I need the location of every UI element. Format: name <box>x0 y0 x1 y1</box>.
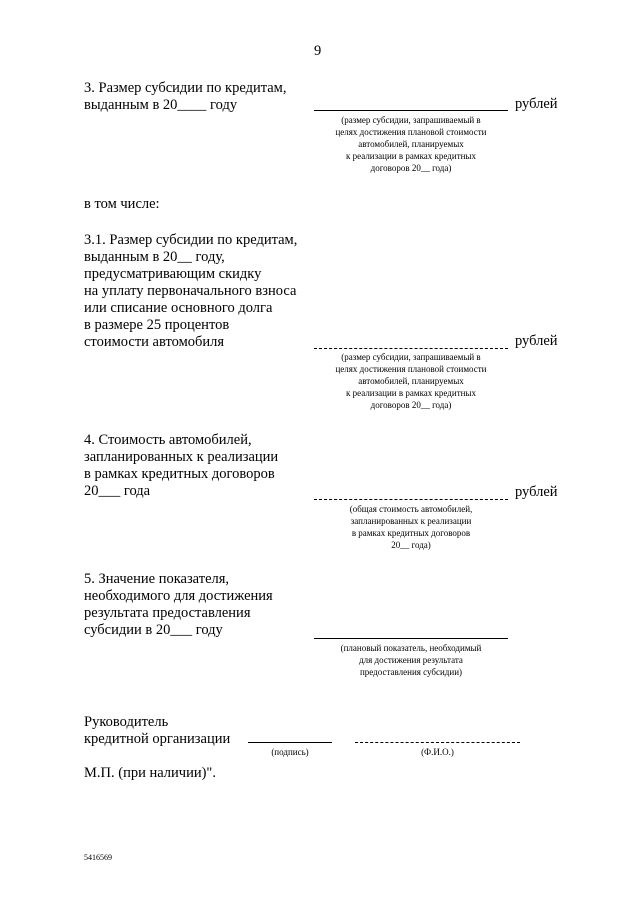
full-name-caption: (Ф.И.О.) <box>421 747 454 757</box>
signature-caption: (подпись) <box>271 747 309 757</box>
page-number: 9 <box>314 43 322 59</box>
caption-line: (плановый показатель, необходимый <box>340 643 482 653</box>
item3-unit: рублей <box>515 96 558 112</box>
caption-line: автомобилей, планируемых <box>358 139 464 149</box>
item3-1-label-line: стоимости автомобиля <box>84 334 225 350</box>
caption-line: (общая стоимость автомобилей, <box>349 504 473 514</box>
item3-caption <box>304 114 518 174</box>
item3-1-label-line: предусматривающим скидку <box>84 266 262 282</box>
item3-blank-line <box>314 110 508 111</box>
item5-label-line: необходимого для достижения <box>84 588 273 604</box>
item3-1-blank-line <box>314 348 508 349</box>
caption-line: целях достижения плановой стоимости <box>335 364 487 374</box>
caption-line: договоров 20__ года) <box>370 163 452 173</box>
signature-head-line: кредитной организации <box>84 731 231 747</box>
caption-line: договоров 20__ года) <box>370 400 452 410</box>
item4-label-line: запланированных к реализации <box>84 449 279 465</box>
item3-label <box>84 80 286 114</box>
item3-1-label-line: выданным в 20__ году, <box>84 249 225 265</box>
caption-line: целях достижения плановой стоимости <box>335 127 487 137</box>
item3-label-line: 3. Размер субсидии по кредитам, <box>84 80 287 96</box>
item3-1-caption <box>304 351 518 411</box>
signature-head-line: Руководитель <box>84 714 169 730</box>
caption-line: запланированных к реализации <box>350 516 472 526</box>
item5-caption <box>304 642 518 678</box>
item4-blank-line <box>314 499 508 500</box>
item5-label-line: субсидии в 20___ году <box>84 622 223 638</box>
item3-1-unit: рублей <box>515 333 558 349</box>
signature-head-label <box>84 714 230 748</box>
item3-1-label-line: на уплату первоначального взноса <box>84 283 297 299</box>
item3-1-label <box>84 232 297 351</box>
caption-line: 20__ года) <box>391 540 431 550</box>
caption-line: автомобилей, планируемых <box>358 376 464 386</box>
document-code: 5416569 <box>84 853 112 862</box>
item4-caption <box>304 503 518 551</box>
item5-label-line: 5. Значение показателя, <box>84 571 230 587</box>
item4-label <box>84 432 278 500</box>
item3-1-label-line: в размере 25 процентов <box>84 317 230 333</box>
item3-1-label-line: 3.1. Размер субсидии по кредитам, <box>84 232 298 248</box>
caption-line: к реализации в рамках кредитных <box>346 151 476 161</box>
item5-blank-line <box>314 638 508 639</box>
caption-line: для достижения результата <box>359 655 463 665</box>
caption-line: в рамках кредитных договоров <box>351 528 471 538</box>
caption-line: (размер субсидии, запрашиваемый в <box>341 352 481 362</box>
caption-line: предоставления субсидии) <box>359 667 463 677</box>
item4-unit: рублей <box>515 484 558 500</box>
item4-label-line: в рамках кредитных договоров <box>84 466 275 482</box>
item5-label <box>84 571 273 639</box>
in-that-number-text: в том числе: <box>84 196 160 212</box>
caption-line: (размер субсидии, запрашиваемый в <box>341 115 481 125</box>
item3-label-line: выданным в 20____ году <box>84 97 238 113</box>
item3-1-label-line: или списание основного долга <box>84 300 273 316</box>
item5-label-line: результата предоставления <box>84 605 251 621</box>
item4-label-line: 20___ года <box>84 483 151 499</box>
full-name-line <box>355 742 520 743</box>
caption-line: к реализации в рамках кредитных <box>346 388 476 398</box>
item4-label-line: 4. Стоимость автомобилей, <box>84 432 252 448</box>
signature-line <box>248 742 332 743</box>
stamp-note: М.П. (при наличии)". <box>84 765 216 781</box>
